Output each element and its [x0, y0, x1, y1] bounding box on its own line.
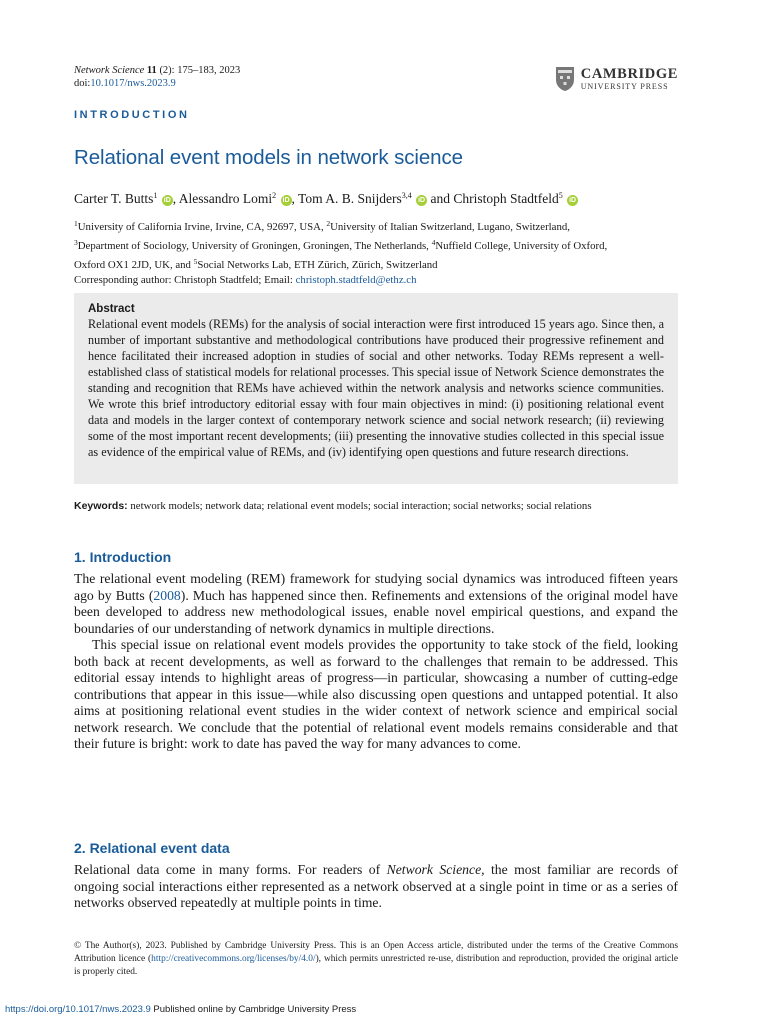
author-separator: and — [430, 191, 450, 206]
author-name: Alessandro Lomi — [178, 191, 273, 206]
license-link[interactable]: http://creativecommons.org/licenses/by/4.0/ — [151, 954, 316, 964]
keywords-list: network models; network data; relational event models; social interaction; social networks; social relations — [130, 500, 592, 512]
affil-sup: 3 — [74, 238, 78, 247]
affiliation-4-cont: Oxford OX1 2JD, UK, and — [74, 259, 191, 271]
affiliation-1: University of California Irvine, Irvine, CA, 92697, USA, — [77, 221, 324, 233]
author-list — [74, 191, 578, 207]
keywords — [74, 500, 592, 512]
author-name: Tom A. B. Snijders — [298, 191, 402, 206]
section-heading-relational-event-data: 2. Relational event data — [74, 840, 230, 856]
orcid-icon[interactable]: iD — [282, 197, 290, 204]
page-footer — [5, 1004, 356, 1015]
doi-prefix: doi: — [74, 78, 91, 89]
author-affil-sup: 1 — [153, 191, 158, 200]
affil-sup: 5 — [193, 257, 198, 266]
section-relational-event-data-body — [74, 862, 678, 912]
orcid-icon[interactable]: iD — [418, 197, 426, 204]
copyright-notice: © The Author(s), 2023. Published by Cambridge University Press. This is an Open Access article, distributed under the terms of the Creative Commons Attribution licence (http://creativecommons.org/licenses/by/4.0/), which permits unrestricted re-use, distribution and reproduction, provided the original article is properly cited. — [74, 941, 678, 977]
paragraph: Relational data come in many forms. For readers of Network Science, the most familiar are records of ongoing social interactions either represented as a network observed at a single point in time or as a series of networks observed repeatedly at multiple points in time. — [74, 862, 678, 910]
affiliation-2: University of Italian Switzerland, Lugano, Switzerland, — [330, 221, 570, 233]
footer-doi-link[interactable]: https://doi.org/10.1017/nws.2023.9 — [5, 1004, 151, 1015]
abstract-text: Relational event models (REMs) for the analysis of social interaction were first introduced 15 years ago. Since then, a number of important substantive and methodological contributions have produced their progressive refinement and hence facilitated their increased adoption in studies of social and other networks. Today REMs represent a well-established class of statistical models for relational processes. This special issue of Network Science demonstrates the standing and recognition that REMs have achieved within the network analysis and networks science communities. We wrote this brief introductory editorial essay with four main objectives in mind: (i) positioning relational event data and models in the larger context of contemporary network science and social network research; (ii) reviewing some of the most important recent developments; (iii) presenting the innovative studies collected in this special issue as evidence of the empirical value of REMs, and (iv) identifying open questions and future research directions. — [88, 317, 664, 459]
author-separator: , — [291, 191, 295, 206]
article-type: INTRODUCTION — [74, 109, 190, 121]
doi-link[interactable]: 10.1017/nws.2023.9 — [90, 78, 176, 89]
journal-issue-pages: (2): 175–183, 2023 — [159, 65, 241, 76]
footer-published: Published online by Cambridge University Press — [153, 1004, 357, 1015]
corresponding-author: Corresponding author: Christoph Stadtfeld; Email: — [74, 274, 293, 286]
affiliation-3: Department of Sociology, University of Groningen, Groningen, The Netherlands, — [77, 240, 429, 252]
section-introduction-body — [74, 571, 678, 753]
author-name: Carter T. Butts — [74, 191, 154, 206]
affiliation-5: Social Networks Lab, ETH Zürich, Zürich, Switzerland — [197, 259, 438, 271]
cambridge-logo — [555, 66, 678, 92]
publisher-name: CAMBRIDGE — [580, 66, 678, 83]
cambridge-crest-icon — [555, 66, 575, 92]
author-affil-sup: 2 — [272, 191, 277, 200]
author-separator: , — [172, 191, 177, 206]
affil-sup: 1 — [74, 219, 78, 228]
citation-link[interactable]: 2008 — [153, 587, 181, 603]
journal-name: Network Science — [74, 65, 145, 76]
affil-sup: 2 — [326, 219, 331, 228]
publisher-subtitle: UNIVERSITY PRESS — [580, 81, 669, 91]
affil-sup: 4 — [431, 238, 436, 247]
orcid-icon[interactable]: iD — [569, 197, 577, 204]
article-title: Relational event models in network science — [74, 146, 463, 169]
keywords-label: Keywords: — [74, 500, 128, 512]
section-heading-introduction: 1. Introduction — [74, 549, 172, 565]
affiliation-4: Nuffield College, University of Oxford, — [435, 240, 608, 252]
author-affil-sup: 5 — [558, 191, 563, 200]
affiliations — [74, 216, 678, 288]
abstract-box — [74, 293, 678, 484]
journal-volume: 11 — [146, 65, 157, 76]
paragraph: The relational event modeling (REM) framework for studying social dynamics was introduced fifteen years ago by Butts (2008). Much has happened since then. Refinements and extensions of the original model have been developed to address new methodological issues, enable novel empirical questions, and expand the boundaries of our understanding of network dynamics in multiple directions. — [74, 571, 678, 636]
author-affil-sup: 3,4 — [401, 191, 412, 200]
journal-header — [74, 64, 678, 104]
orcid-icon[interactable]: iD — [163, 197, 171, 204]
paragraph: This special issue on relational event models provides the opportunity to take stock of the field, looking both back at recent developments, as well as forward to the challenges that remain to be addressed. This editorial essay intends to highlight areas of progress—in particular, showcasing a number of cutting-edge contributions that appear in this issue—while also discussing open questions and untapped potential. It also aims at positioning relational event studies in the wider context of network science and empirical social network research. We conclude that the potential of relational event models remains considerable and that their future is bright: work to date has paved the way for many advances to come. — [74, 637, 678, 751]
email-link[interactable]: christoph.stadtfeld@ethz.ch — [295, 274, 417, 286]
author-name: Christoph Stadtfeld — [453, 191, 559, 206]
abstract-heading: Abstract — [88, 303, 135, 315]
